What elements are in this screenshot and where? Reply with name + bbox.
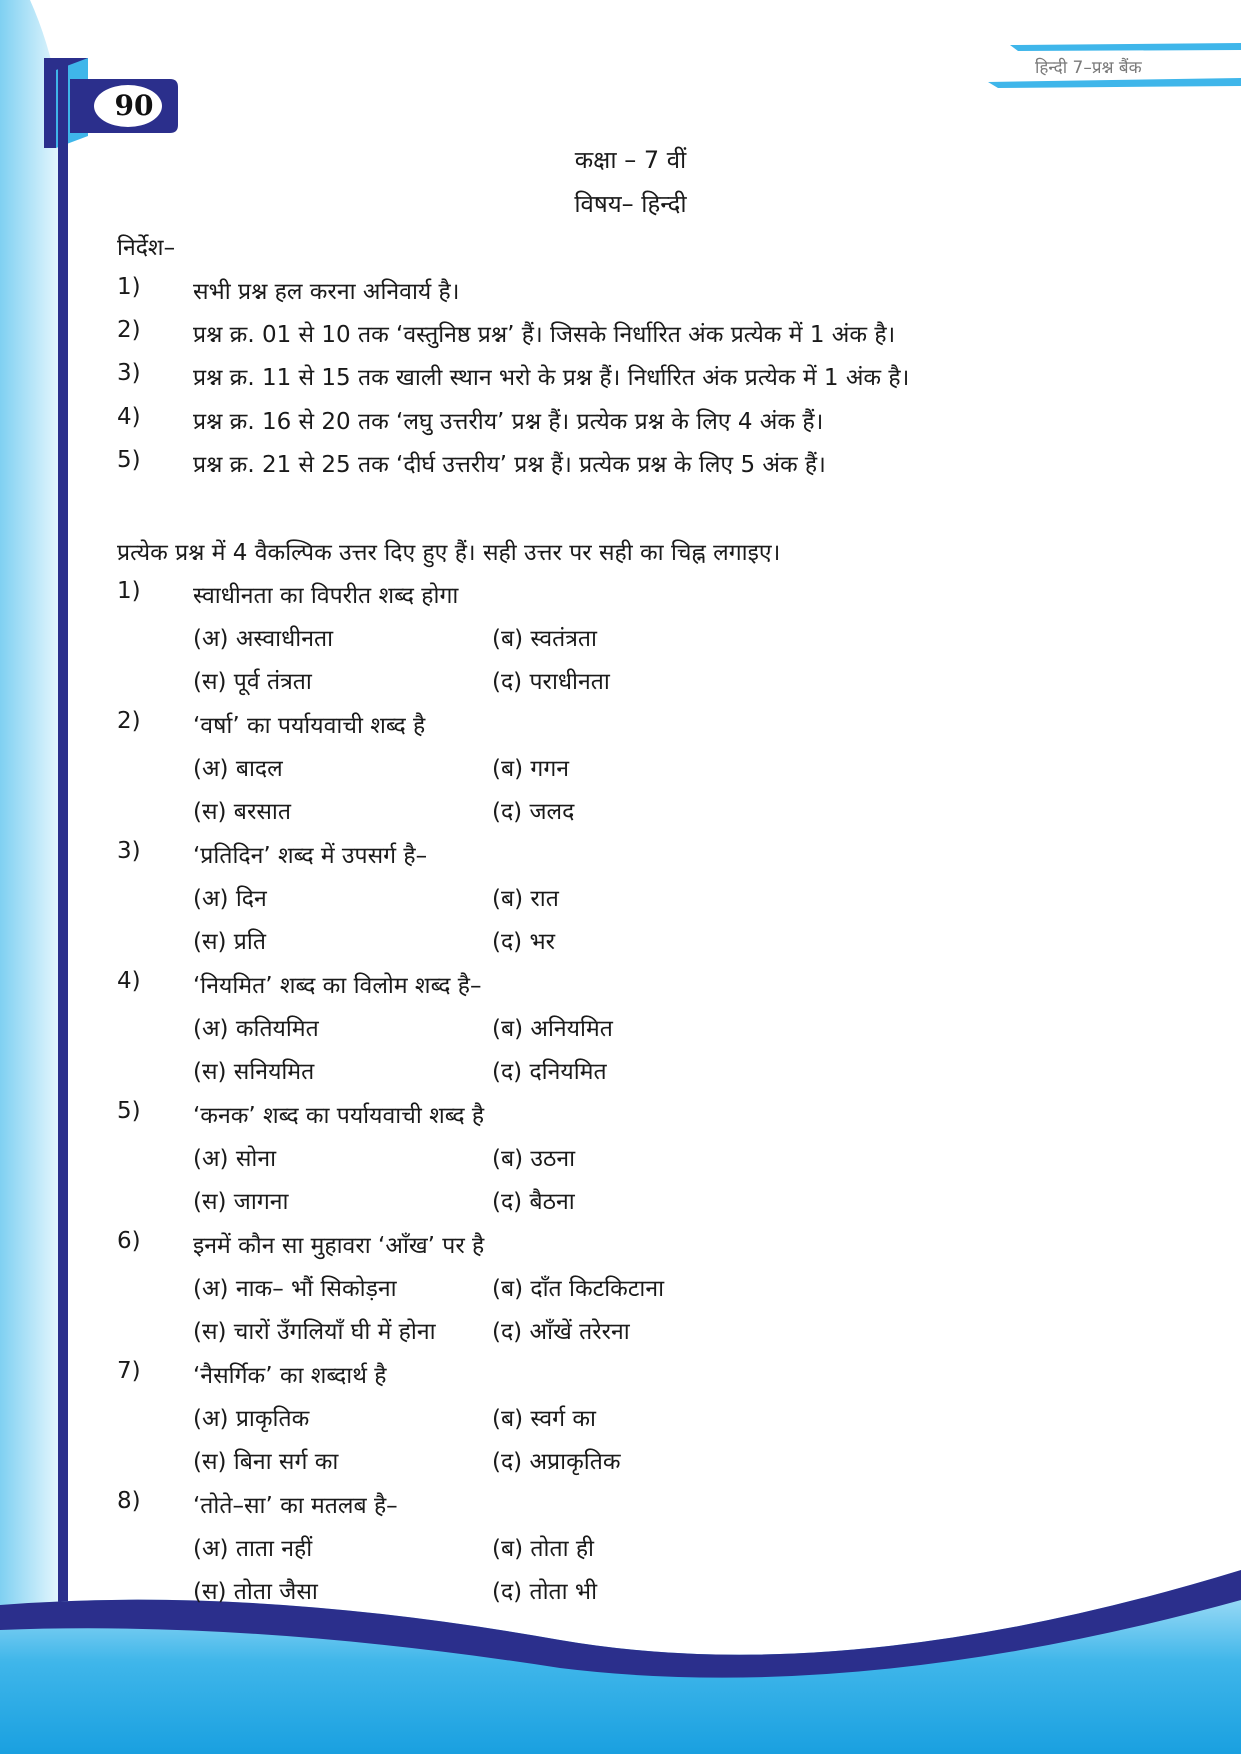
question-number: 5): [117, 1098, 141, 1124]
option-a: (अ) प्राकृतिक: [193, 1406, 310, 1432]
option-d: (द) बैठना: [492, 1189, 575, 1215]
page-number-badge: [70, 79, 178, 133]
question-text: ‘प्रतिदिन’ शब्द में उपसर्ग है–: [193, 843, 428, 869]
instruction-text: प्रश्न क्र. 16 से 20 तक ‘लघु उत्तरीय’ प्रश्न हैं। प्रत्येक प्रश्न के लिए 4 अंक हैं।: [193, 409, 824, 435]
instruction-number: 2): [117, 317, 141, 343]
instruction-number: 3): [117, 360, 141, 386]
option-a: (अ) अस्वाधीनता: [193, 626, 334, 652]
option-a: (अ) ताता नहीं: [193, 1536, 313, 1562]
question-text: स्वाधीनता का विपरीत शब्द होगा: [193, 583, 459, 609]
question-text: ‘नियमित’ शब्द का विलोम शब्द है–: [193, 973, 482, 999]
class-title: कक्षा – 7 वीं: [574, 146, 687, 174]
option-d: (द) पराधीनता: [492, 669, 610, 695]
option-b: (ब) गगन: [492, 756, 570, 782]
instruction-text: प्रश्न क्र. 01 से 10 तक ‘वस्तुनिष्ठ प्रश्न’ हैं। जिसके निर्धारित अंक प्रत्येक में 1 अंक है।: [193, 322, 896, 348]
option-b: (ब) दाँत किटकिटाना: [492, 1276, 665, 1302]
question-number: 7): [117, 1358, 141, 1384]
option-a: (अ) सोना: [193, 1146, 277, 1172]
instruction-number: 4): [117, 404, 141, 430]
option-c: (स) जागना: [193, 1189, 289, 1215]
option-b: (ब) स्वतंत्रता: [492, 626, 597, 652]
instruction-text: प्रश्न क्र. 11 से 15 तक खाली स्थान भरो के प्रश्न हैं। निर्धारित अंक प्रत्येक में 1 अंक है।: [193, 365, 910, 391]
option-b: (ब) अनियमित: [492, 1016, 613, 1042]
option-c: (स) सनियमित: [193, 1059, 315, 1085]
option-a: (अ) दिन: [193, 886, 267, 912]
option-c: (स) पूर्व तंत्रता: [193, 669, 312, 695]
option-d: (द) जलद: [492, 799, 575, 825]
instruction-number: 1): [117, 274, 141, 300]
option-c: (स) बिना सर्ग का: [193, 1449, 339, 1475]
question-text: इनमें कौन सा मुहावरा ‘आँख’ पर है: [193, 1233, 485, 1259]
option-b: (ब) उठना: [492, 1146, 576, 1172]
option-d: (द) भर: [492, 929, 556, 955]
option-a: (अ) बादल: [193, 756, 283, 782]
option-a: (अ) नाक– भौं सिकोड़ना: [193, 1276, 397, 1302]
question-text: ‘कनक’ शब्द का पर्यायवाची शब्द है: [193, 1103, 485, 1129]
option-b: (ब) स्वर्ग का: [492, 1406, 597, 1432]
option-c: (स) प्रति: [193, 929, 266, 955]
question-text: ‘तोते–सा’ का मतलब है–: [193, 1493, 398, 1519]
instruction-text: सभी प्रश्न हल करना अनिवार्य है।: [193, 279, 460, 305]
option-c: (स) तोता जैसा: [193, 1579, 318, 1605]
option-c: (स) चारों उँगलियाँ घी में होना: [193, 1319, 436, 1345]
page-number: 90: [114, 89, 154, 122]
question-number: 3): [117, 838, 141, 864]
book-title: हिन्दी 7–प्रश्न बैंक: [1035, 58, 1142, 78]
option-d: (द) आँखें तरेरना: [492, 1319, 630, 1345]
option-b: (ब) तोता ही: [492, 1536, 595, 1562]
option-a: (अ) कतियमित: [193, 1016, 319, 1042]
option-d: (द) अप्राकृतिक: [492, 1449, 621, 1475]
question-text: ‘वर्षा’ का पर्यायवाची शब्द है: [193, 713, 426, 739]
option-d: (द) तोता भी: [492, 1579, 598, 1605]
instructions-heading: निर्देश–: [117, 235, 176, 261]
option-d: (द) दनियमित: [492, 1059, 607, 1085]
question-text: ‘नैसर्गिक’ का शब्दार्थ है: [193, 1363, 387, 1389]
question-number: 4): [117, 968, 141, 994]
mcq-instruction: प्रत्येक प्रश्न में 4 वैकल्पिक उत्तर दिए हुए हैं। सही उत्तर पर सही का चिह्न लगाइए।: [117, 540, 781, 566]
option-b: (ब) रात: [492, 886, 559, 912]
question-number: 8): [117, 1488, 141, 1514]
instruction-number: 5): [117, 447, 141, 473]
question-number: 2): [117, 708, 141, 734]
instruction-text: प्रश्न क्र. 21 से 25 तक ‘दीर्घ उत्तरीय’ प्रश्न हैं। प्रत्येक प्रश्न के लिए 5 अंक हैं।: [193, 452, 826, 478]
question-number: 1): [117, 578, 141, 604]
option-c: (स) बरसात: [193, 799, 291, 825]
subject-title: विषय– हिन्दी: [574, 190, 687, 218]
question-number: 6): [117, 1228, 141, 1254]
